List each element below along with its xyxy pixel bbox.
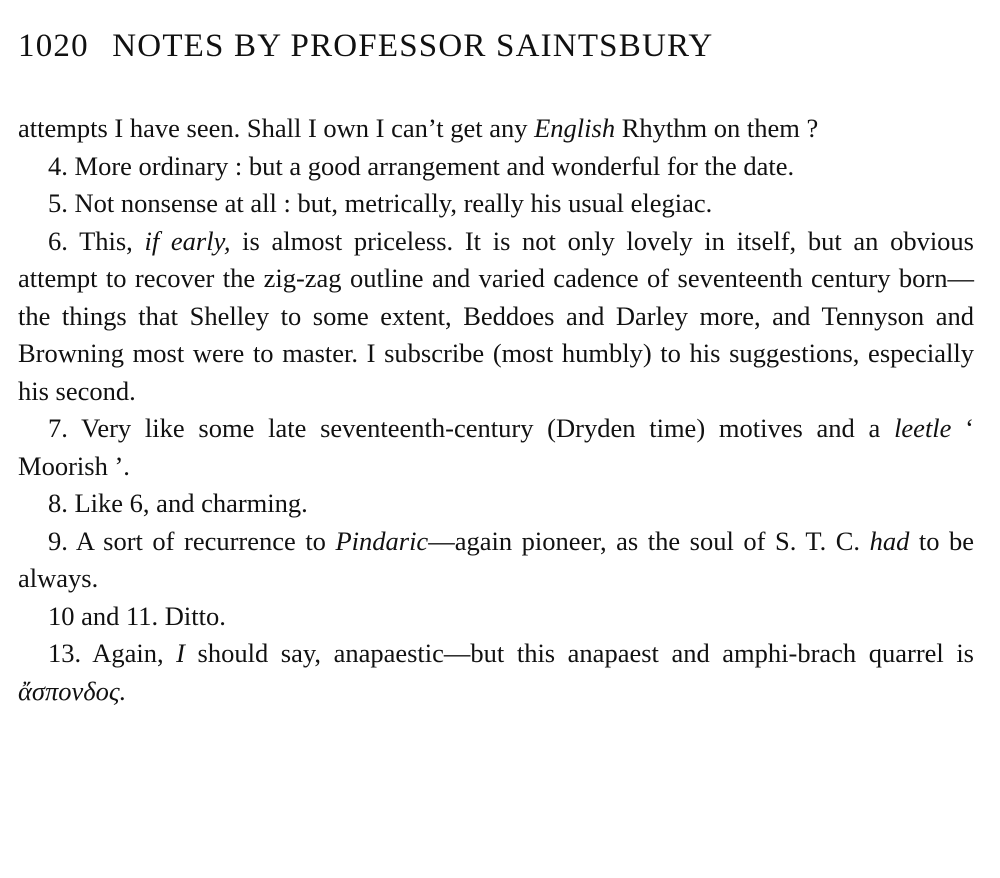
text-run: is almost priceless. It is not only lovely in itself, but an obvious attempt to recover the zig-zag outline and varied cadence of seventeenth century born—the things that Shelley to some extent, Beddoes and Darley more, and Tennyson and Browning most were to master. I subscribe (most humbly) to his suggestions, especially his second.: [18, 225, 974, 406]
italic-text: English: [534, 113, 616, 143]
note-paragraph: [18, 485, 974, 523]
page-number: 1020: [18, 28, 89, 64]
note-paragraph: [18, 223, 974, 411]
italic-text: leetle: [894, 413, 952, 443]
note-paragraph: [18, 635, 974, 710]
text-run: Ditto.: [158, 600, 226, 631]
note-number: 7.: [48, 413, 68, 443]
italic-text: had: [869, 525, 910, 556]
text-run: —again pioneer, as the soul of S. T. C.: [428, 525, 870, 556]
paragraph-continued: [18, 110, 974, 148]
note-number: 6.: [48, 225, 68, 256]
text-run: This,: [67, 225, 145, 256]
text-run: More ordinary : but a good arrangement and wonderful for the date.: [67, 150, 795, 181]
text-run: Very like some late seventeenth-century (Dryden time) motives and a: [67, 413, 895, 443]
text-run: Rhythm on them ?: [615, 113, 819, 143]
note-paragraph: [18, 410, 974, 485]
text-run: Again,: [81, 638, 177, 668]
note-number: 4.: [48, 150, 68, 181]
text-run: Like 6, and charming.: [67, 488, 308, 518]
text-run: should say, anapaestic—but this anapaest and amphi-brach quarrel is: [185, 638, 974, 668]
text-run: to be always.: [18, 525, 974, 593]
text-run: attempts I have seen. Shall I own I can’t get any: [18, 113, 535, 143]
text-run: ‘ Moorish ’.: [18, 413, 975, 481]
italic-text: ἄσπονδος.: [18, 675, 127, 706]
text-run: Not nonsense at all : but, metrically, really his usual elegiac.: [67, 188, 713, 218]
text-run: A sort of recurrence to: [67, 525, 336, 556]
note-number: 8.: [48, 488, 68, 518]
note-number: 9.: [48, 525, 68, 556]
running-title: NOTES BY PROFESSOR SAINTSBURY: [112, 28, 714, 64]
italic-text: I: [176, 638, 185, 668]
note-paragraph: [18, 148, 974, 186]
note-number: 13.: [48, 638, 82, 668]
note-paragraph: [18, 185, 974, 223]
running-header: [18, 28, 713, 65]
note-paragraph: [18, 598, 974, 636]
italic-text: Pindaric: [335, 525, 429, 556]
note-number: 5.: [48, 188, 68, 218]
note-number: 10 and 11.: [48, 600, 159, 631]
italic-text: if early,: [144, 225, 231, 256]
body-text: [18, 110, 974, 710]
note-paragraph: [18, 523, 974, 598]
